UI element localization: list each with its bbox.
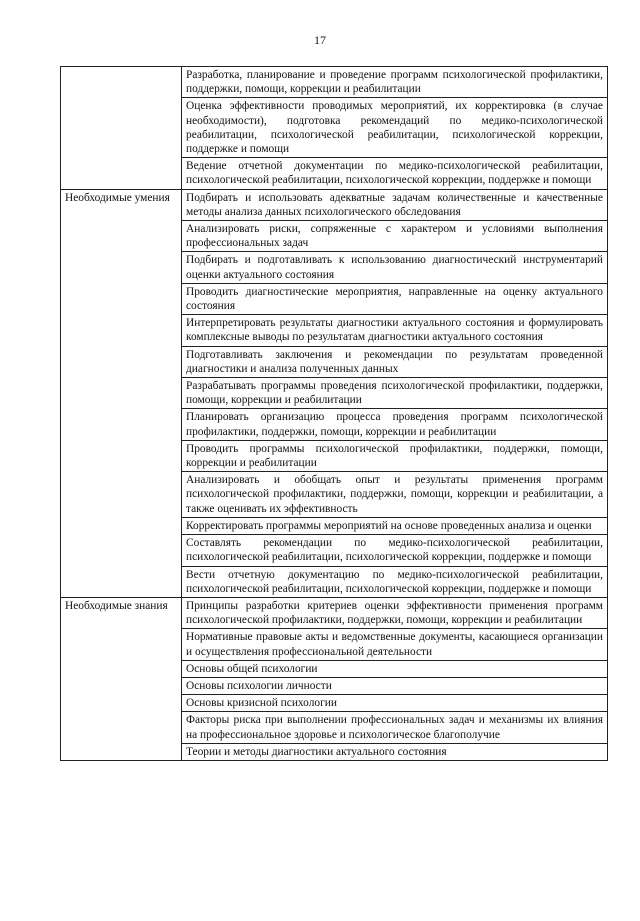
requirement-text: Подготавливать заключения и рекомендации по результатам проведенной диагностики и анализа полученных данных [182,346,608,377]
requirement-text: Анализировать риски, сопряженные с характером и условиями выполнения профессиональных задач [182,221,608,252]
requirement-text: Вести отчетную документацию по медико-психологической реабилитации, психологической реабилитации, психологической коррекции, поддержке и помощи [182,566,608,597]
requirements-table [60,66,608,761]
requirement-text: Подбирать и подготавливать к использованию диагностический инструментарий оценки актуального состояния [182,252,608,283]
table-row [61,67,608,98]
page-number: 17 [314,33,326,47]
requirement-text: Корректировать программы мероприятий на основе проведенных анализа и оценки [182,517,608,534]
requirement-text: Разрабатывать программы проведения психологической профилактики, поддержки, помощи, коррекции и реабилитации [182,378,608,409]
requirement-text: Анализировать и обобщать опыт и результаты применения программ психологической профилактики, поддержки, помощи, коррекции и реабилитации, а также оценивать их эффективность [182,472,608,518]
table-row [61,597,608,628]
requirement-text: Теории и методы диагностики актуального состояния [182,743,608,760]
requirement-text: Основы кризисной психологии [182,695,608,712]
requirement-text: Подбирать и использовать адекватные задачам количественные и качественные методы анализа данных психологического обследования [182,189,608,220]
requirement-text: Проводить программы психологической профилактики, поддержки, помощи, коррекции и реабилитации [182,440,608,471]
requirement-text: Проводить диагностические мероприятия, направленные на оценку актуального состояния [182,283,608,314]
section-label: Необходимые знания [61,597,182,760]
requirement-text: Составлять рекомендации по медико-психологической реабилитации, психологической реабилитации, психологической коррекции, поддержке и помощи [182,535,608,566]
requirement-text: Принципы разработки критериев оценки эффективности применения программ психологической профилактики, поддержки, помощи, коррекции и реабилитации [182,597,608,628]
requirement-text: Нормативные правовые акты и ведомственные документы, касающиеся организации и осуществления профессиональной деятельности [182,629,608,660]
table-body [61,67,608,761]
section-label: Необходимые умения [61,189,182,597]
table-row [61,189,608,220]
requirement-text: Ведение отчетной документации по медико-психологической реабилитации, психологической реабилитации, психологической коррекции, поддержке и помощи [182,158,608,189]
requirement-text: Основы общей психологии [182,660,608,677]
requirement-text: Планировать организацию процесса проведения программ психологической профилактики, поддержки, помощи, коррекции и реабилитации [182,409,608,440]
requirement-text: Оценка эффективности проводимых мероприятий, их корректировка (в случае необходимости), подготовка рекомендаций по медико-психологической реабилитации, психологической реабилитации, психологической коррекции, поддержке и помощи [182,98,608,158]
requirement-text: Основы психологии личности [182,677,608,694]
requirement-text: Факторы риска при выполнении профессиональных задач и механизмы их влияния на профессиональное здоровье и психологическое благополучие [182,712,608,743]
section-label [61,67,182,190]
requirement-text: Разработка, планирование и проведение программ психологической профилактики, поддержки, помощи, коррекции и реабилитации [182,67,608,98]
requirement-text: Интерпретировать результаты диагностики актуального состояния и формулировать комплексные выводы по результатам диагностики актуального состояния [182,315,608,346]
